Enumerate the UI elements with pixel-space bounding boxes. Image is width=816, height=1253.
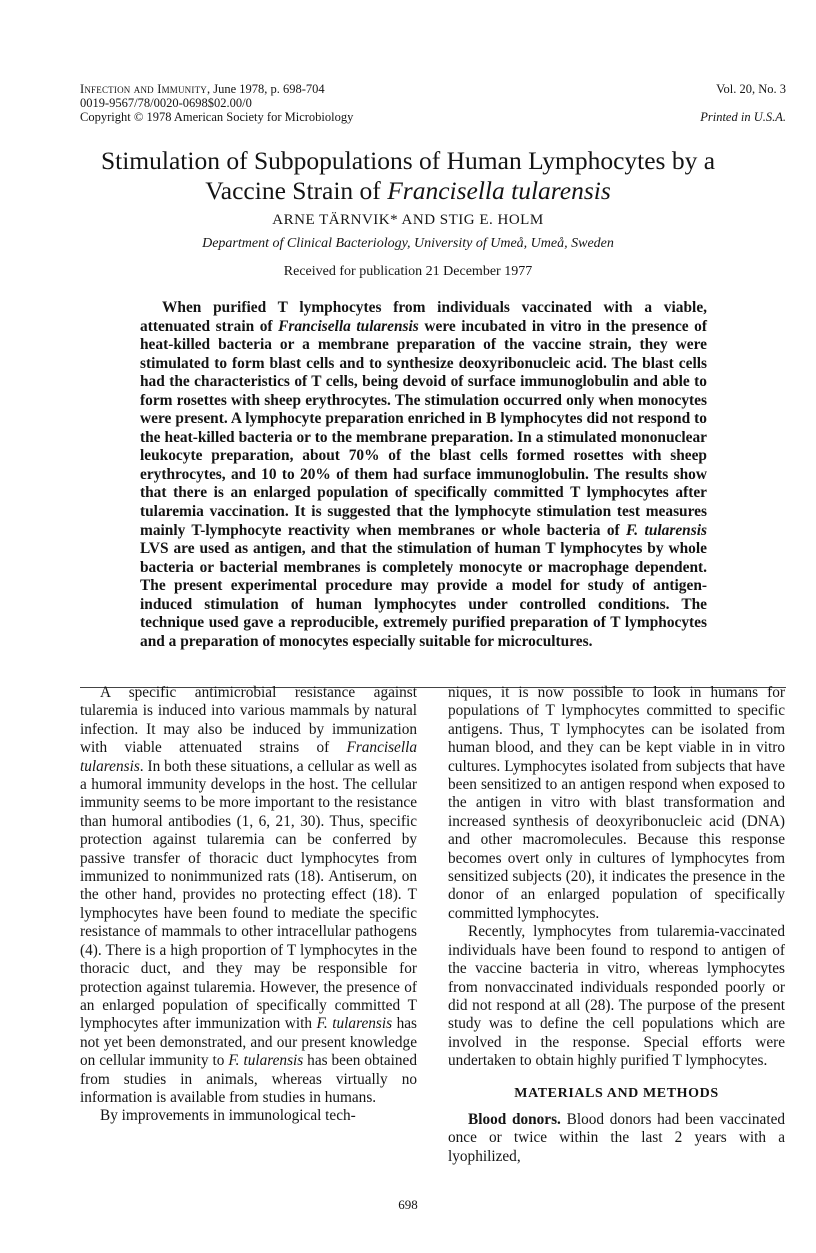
abstract-italic-1: Francisella tularensis <box>278 317 419 335</box>
printed-label: Printed in U.S.A. <box>700 110 786 124</box>
code-line: 0019-9567/78/0020-0698$02.00/0 <box>80 96 252 110</box>
issue-line: , June 1978, p. 698-704 <box>206 82 325 96</box>
authors: ARNE TÄRNVIK* AND STIG E. HOLM <box>272 212 544 228</box>
journal-citation <box>80 82 560 96</box>
right-column <box>448 684 785 1166</box>
title-species: Francisella tularensis <box>387 176 611 205</box>
intro-paragraph-1 <box>80 684 417 1107</box>
intro-paragraph-2: By improvements in immunological tech- <box>100 1107 356 1125</box>
intro-paragraph-3: niques, it is now possible to look in humans for populations of T lymphocytes committed to specific antigens. Thus, T lymphocytes can be isolated from human blood, and they can be kept viable in in vitro cultures. Lymphocytes isolated from subjects that have been sensitized to an antigen respond when exposed to the antigen in vitro with blast transformation and increased synthesis of deoxyribonucleic acid (DNA) and other macromolecules. Because this response becomes overt only in cultures of lymphocytes from sensitized subjects (20), it indicates the presence in the donor of an enlarged population of specifically committed lymphocytes. <box>448 684 785 922</box>
text-run: . In both these situations, a cellular as well as a humoral immunity develops in the host. The cellular immunity seems to be more important to the resistance than humoral antibodies (1, 6, 21, 30). Thus, specific protection against tularemia can be conferred by passive transfer of thoracic duct lymphocytes from immunized to nonimmunized rats (18). Antiserum, on the other hand, provides no protecting effect (18). T lymphocytes have been found to mediate the specific resistance of mammals to other intracellular pathogens (4). There is a high proportion of T lymphocytes in the thoracic duct, and they may be responsible for protection against tularemia. However, the presence of an enlarged population of specifically committed T lymphocytes after immunization with <box>80 757 417 1033</box>
abstract-text-1: When purified T lymphocytes from individuals vaccinated with a viable, attenuated strain of <box>140 299 707 335</box>
text-run: A specific antimicrobial resistance against tularemia is induced into various mammals by natural infection. It may also be induced by immunization with viable attenuated strains of <box>80 684 417 757</box>
italic-run: F. tularensis <box>316 1015 393 1033</box>
text-run: has not yet been demonstrated, and our present knowledge on cellular immunity to <box>80 1015 418 1070</box>
methods-paragraph-1 <box>448 1111 785 1166</box>
article-title <box>60 146 756 206</box>
abstract-text-3: LVS are used as antigen, and that the stimulation of human T lymphocytes by whole bacteria or bacterial membranes is completely monocyte or macrophage dependent. The present experimental procedure may provide a model for study of antigen-induced stimulation of human lymphocytes under controlled conditions. The technique used gave a reproducible, extremely purified preparation of T lymphocytes and a preparation of monocytes especially suitable for microcultures. <box>140 540 707 650</box>
copyright-line: Copyright © 1978 American Society for Microbiology <box>80 110 354 124</box>
abstract-text-2: were incubated in vitro in the presence of heat-killed bacteria or a membrane preparation of the vaccine strain, they were stimulated to form blast cells and to synthesize deoxyribonucleic acid. The blast cells had the characteristics of T cells, being devoid of surface immunoglobulin and able to form rosettes with sheep erythrocytes. The stimulation occurred only when monocytes were present. A lymphocyte preparation enriched in B lymphocytes did not respond to the heat-killed bacteria or to the membrane preparation. In a stimulated mononuclear leukocyte preparation, about 70% of the blast cells formed rosettes with sheep erythrocytes, and 10 to 20% of them had surface immunoglobulin. The results show that there is an enlarged population of specifically committed T lymphocytes after tularemia vaccination. It is suggested that the lymphocyte stimulation test measures mainly T-lymphocyte reactivity when membranes or whole bacteria of <box>140 317 707 539</box>
affiliation: Department of Clinical Bacteriology, University of Umeå, Umeå, Sweden <box>202 236 614 251</box>
left-column <box>80 684 417 1126</box>
volume-label: Vol. 20, No. 3 <box>716 82 786 96</box>
header-left <box>80 82 560 124</box>
text-run: Blood donors had been vaccinated once or twice within the last 2 years with a lyophilized, <box>448 1110 786 1165</box>
title-line-1: Stimulation of Subpopulations of Human Lymphocytes by a <box>100 146 716 175</box>
run-in-heading: Blood donors. <box>468 1110 561 1128</box>
abstract-italic-2: F. tularensis <box>626 521 707 539</box>
italic-run: F. tularensis <box>228 1052 304 1070</box>
header-right <box>566 82 786 124</box>
received-date: Received for publication 21 December 1977 <box>283 264 533 279</box>
abstract <box>140 299 707 651</box>
italic-run: Francisella tularensis <box>80 739 417 775</box>
text-run: has been obtained from studies in animals, whereas virtually no information is available from studies in humans. <box>80 1052 417 1106</box>
section-heading: MATERIALS AND METHODS <box>514 1085 719 1101</box>
page-number: 698 <box>398 1197 418 1212</box>
journal-name: Infection and Immunity <box>80 82 207 96</box>
intro-paragraph-4: Recently, lymphocytes from tularemia-vaccinated individuals have been found to respond to antigen of the vaccine bacteria in vitro, whereas lymphocytes from nonvaccinated individuals responded poorly or did not respond at all (28). The purpose of the present study was to define the cell populations which are involved in the response. Special efforts were undertaken to obtain highly purified T lymphocytes. <box>448 923 785 1070</box>
title-line-2: Vaccine Strain of <box>205 176 388 205</box>
